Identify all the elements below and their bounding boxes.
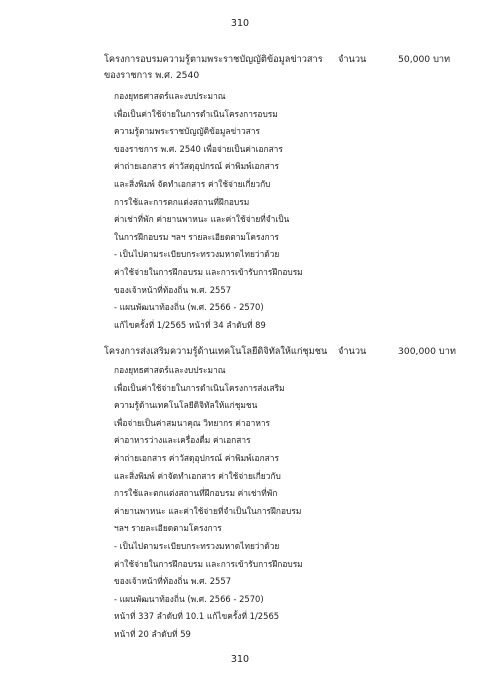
description-line: ความรู้ตามพระราชบัญญัติข้อมูลข่าวสาร bbox=[114, 126, 260, 137]
item-description bbox=[114, 362, 334, 644]
description-line: หน้าที่ 20 ลำดับที่ 59 bbox=[114, 628, 191, 639]
page-number-top: 310 bbox=[230, 18, 250, 29]
description-line: ค่าถ่ายเอกสาร ค่าวัสดุอุปกรณ์ ค่าพิมพ์เอกสาร bbox=[114, 452, 279, 463]
item-title-line: โครงการส่งเสริมความรู้ด้านเทคโนโลยีดิจิทัลให้แก่ชุมชน bbox=[104, 346, 328, 357]
amount-label: จำนวน bbox=[338, 346, 367, 357]
description-line: ค่าอาหารว่างและเครื่องดื่ม ค่าเอกสาร bbox=[114, 435, 251, 446]
amount-label: จำนวน bbox=[338, 54, 367, 65]
item-title bbox=[104, 344, 334, 360]
description-line: กองยุทธศาสตร์และงบประมาณ bbox=[114, 365, 226, 375]
description-line: การใช้และตกแต่งสถานที่ฝึกอบรม ค่าเช่าที่พัก bbox=[114, 488, 278, 499]
item-title-line: โครงการอบรมความรู้ตามพระราชบัญญัติข้อมูลข่าวสาร bbox=[104, 54, 323, 65]
description-line: ฯลฯ รายละเอียดตามโครงการ bbox=[114, 523, 222, 534]
description-line: ของเจ้าหน้าที่ท้องถิ่น พ.ศ. 2557 bbox=[114, 576, 232, 587]
description-line: - แผนพัฒนาท้องถิ่น (พ.ศ. 2566 - 2570) bbox=[114, 593, 264, 604]
description-line: ของราชการ พ.ศ. 2540 เพื่อจ่ายเป็นค่าเอกสาร bbox=[114, 143, 283, 154]
description-line: ของเจ้าหน้าที่ท้องถิ่น พ.ศ. 2557 bbox=[114, 284, 232, 295]
description-line: เพื่อจ่ายเป็นค่าสมนาคุณ วิทยากร ค่าอาหาร bbox=[114, 417, 271, 428]
description-line: ในการฝึกอบรม ฯลฯ รายละเอียดตามโครงการ bbox=[114, 231, 279, 242]
description-line: กองยุทธศาสตร์และงบประมาณ bbox=[114, 91, 226, 101]
description-line: ค่าเช่าที่พัก ค่ายานพาหนะ และค่าใช้จ่ายที่จำเป็น bbox=[114, 214, 290, 225]
description-line: หน้าที่ 337 ลำดับที่ 10.1 แก้ไขครั้งที่ 1/2565 bbox=[114, 611, 280, 622]
item-title-line: ของราชการ พ.ศ. 2540 bbox=[104, 70, 200, 81]
description-line: ค่าใช้จ่ายในการฝึกอบรม และการเข้ารับการฝึกอบรม bbox=[114, 558, 303, 569]
description-line: การใช้และการตกแต่งสถานที่ฝึกอบรม bbox=[114, 196, 250, 207]
description-line: และสิ่งพิมพ์ ค่าจัดทำเอกสาร ค่าใช้จ่ายเกี่ยวกับ bbox=[114, 470, 281, 481]
amount-value: 50,000 บาท bbox=[398, 54, 451, 65]
description-line: ค่ายานพาหนะ และค่าใช้จ่ายที่จำเป็นในการฝึกอบรม bbox=[114, 505, 302, 516]
description-line: เพื่อเป็นค่าใช้จ่ายในการดำเนินโครงการส่งเสริม bbox=[114, 382, 285, 393]
description-line: ค่าใช้จ่ายในการฝึกอบรม และการเข้ารับการฝึกอบรม bbox=[114, 266, 303, 277]
page-number-bottom: 310 bbox=[230, 654, 250, 665]
description-line: ความรู้ด้านเทคโนโลยีดิจิทัลให้แก่ชุมชน bbox=[114, 400, 258, 411]
description-line: และสิ่งพิมพ์ จัดทำเอกสาร ค่าใช้จ่ายเกี่ยวกับ bbox=[114, 178, 271, 189]
amount-value: 300,000 บาท bbox=[398, 346, 456, 357]
description-line: - เป็นไปตามระเบียบกระทรวงมหาดไทยว่าด้วย bbox=[114, 249, 280, 260]
description-line: - เป็นไปตามระเบียบกระทรวงมหาดไทยว่าด้วย bbox=[114, 540, 280, 551]
description-line: ค่าถ่ายเอกสาร ค่าวัสดุอุปกรณ์ ค่าพิมพ์เอกสาร bbox=[114, 161, 279, 172]
description-line: - แผนพัฒนาท้องถิ่น (พ.ศ. 2566 - 2570) bbox=[114, 302, 264, 313]
description-line: แก้ไขครั้งที่ 1/2565 หน้าที่ 34 ลำดับที่ 89 bbox=[114, 319, 266, 330]
item-description bbox=[114, 88, 334, 334]
item-title bbox=[104, 52, 334, 84]
description-line: เพื่อเป็นค่าใช้จ่ายในการดำเนินโครงการอบรม bbox=[114, 108, 278, 119]
